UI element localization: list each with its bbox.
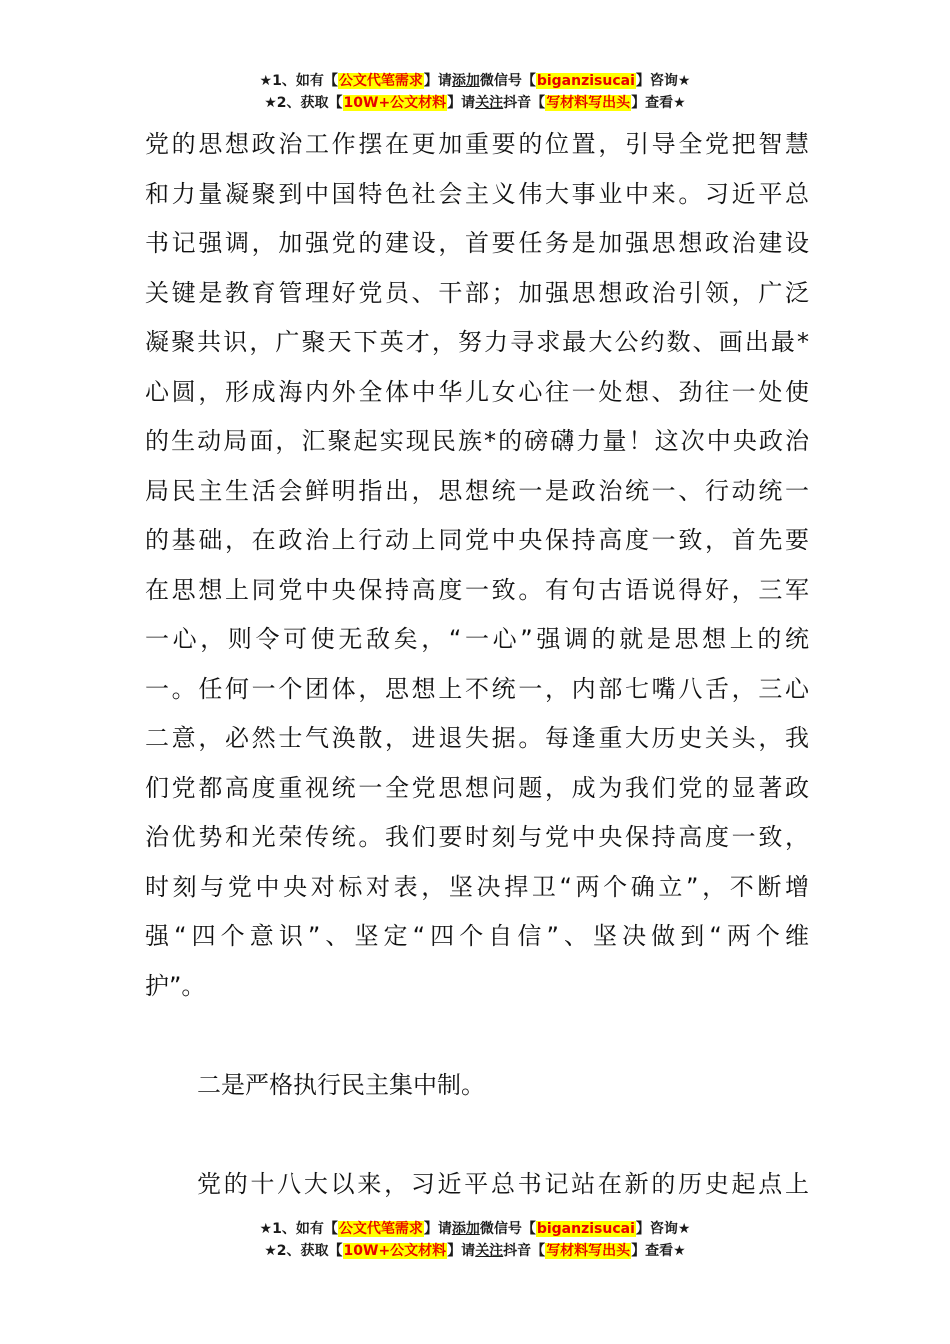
body-line: 强“四个意识”、坚定“四个自信”、坚决做到“两个维 [145,922,809,950]
promo-text: 】查看★ [631,1243,686,1259]
body-line: 局民主生活会鲜明指出，思想统一是政治统一、行动统一 [145,476,809,505]
promo-highlight-wechat-id: biganzisucai [536,73,635,89]
body-line: 治优势和光荣传统。我们要时刻与党中央保持高度一致， [145,823,809,851]
promo-line-1 [0,70,950,92]
promo-text: 】咨询★ [635,73,691,89]
promo-highlight: 公文代笔需求 [338,1221,423,1237]
promo-underlined: 关注 [475,1243,504,1259]
promo-text: ★1、如有【 [259,73,338,89]
promo-highlight: 公文代笔需求 [338,73,423,89]
promo-line-2 [0,1240,950,1262]
body-line: 二意，必然士气涣散，进退失据。每逢重大历史关头，我 [145,724,809,752]
promo-text: 】咨询★ [635,1221,691,1237]
body-line: 党的十八大以来，习近平总书记站在新的历史起点上 [197,1169,809,1198]
document-body [145,120,809,1209]
header-promo-banner [0,70,950,114]
promo-text: 微信号【 [479,1221,536,1237]
body-line: 的生动局面，汇聚起实现民族*的磅礴力量！这次中央政治 [145,427,809,455]
blank-line [145,1011,809,1061]
body-line: 和力量凝聚到中国特色社会主义伟大事业中来。习近平总 [145,179,809,208]
promo-text: 】请 [423,1221,452,1237]
body-line: 一心，则令可使无敌矣，“一心”强调的就是思想上的统 [145,625,809,653]
body-line: 心圆，形成海内外全体中华儿女心往一处想、劲往一处使 [145,377,809,406]
promo-text: ★2、获取【 [264,1243,343,1259]
promo-line-1 [0,1218,950,1240]
body-line: 书记强调，加强党的建设，首要任务是加强思想政治建设 [145,229,809,257]
blank-line [145,1110,809,1160]
promo-text: ★1、如有【 [259,1221,338,1237]
body-line: 护”。 [145,971,206,1000]
promo-text: 】查看★ [631,95,686,111]
promo-highlight-douyin: 写材料写出头 [546,95,631,111]
body-line: 一。任何一个团体，思想上不统一，内部七嘴八舌，三心 [145,674,809,703]
body-line: 时刻与党中央对标对表，坚决捍卫“两个确立”，不断增 [145,872,809,901]
promo-text: 】请 [447,1243,476,1259]
section-heading: 二是严格执行民主集中制。 [197,1070,485,1099]
promo-text: 】请 [447,95,476,111]
body-line: 党的思想政治工作摆在更加重要的位置，引导全党把智慧 [145,130,809,158]
body-line: 凝聚共识，广聚天下英才，努力寻求最大公约数、画出最* [145,328,809,356]
promo-highlight-wechat-id: biganzisucai [536,1221,635,1237]
body-line: 在思想上同党中央保持高度一致。有句古语说得好，三军 [145,575,809,604]
promo-line-2 [0,92,950,114]
promo-highlight: 10W+公文材料 [343,1243,447,1259]
promo-underlined: 添加 [451,1221,480,1237]
promo-text: 抖音【 [503,95,546,111]
promo-highlight: 10W+公文材料 [343,95,447,111]
body-line: 的基础，在政治上行动上同党中央保持高度一致，首先要 [145,526,809,554]
body-line: 关键是教育管理好党员、干部；加强思想政治引领，广泛 [145,278,809,307]
promo-underlined: 关注 [475,95,504,111]
promo-underlined: 添加 [451,73,480,89]
promo-text: 微信号【 [479,73,536,89]
body-line: 们党都高度重视统一全党思想问题，成为我们党的显著政 [145,773,809,802]
promo-text: 】请 [423,73,452,89]
promo-text: ★2、获取【 [264,95,343,111]
footer-promo-banner [0,1218,950,1262]
promo-text: 抖音【 [503,1243,546,1259]
promo-highlight-douyin: 写材料写出头 [546,1243,631,1259]
